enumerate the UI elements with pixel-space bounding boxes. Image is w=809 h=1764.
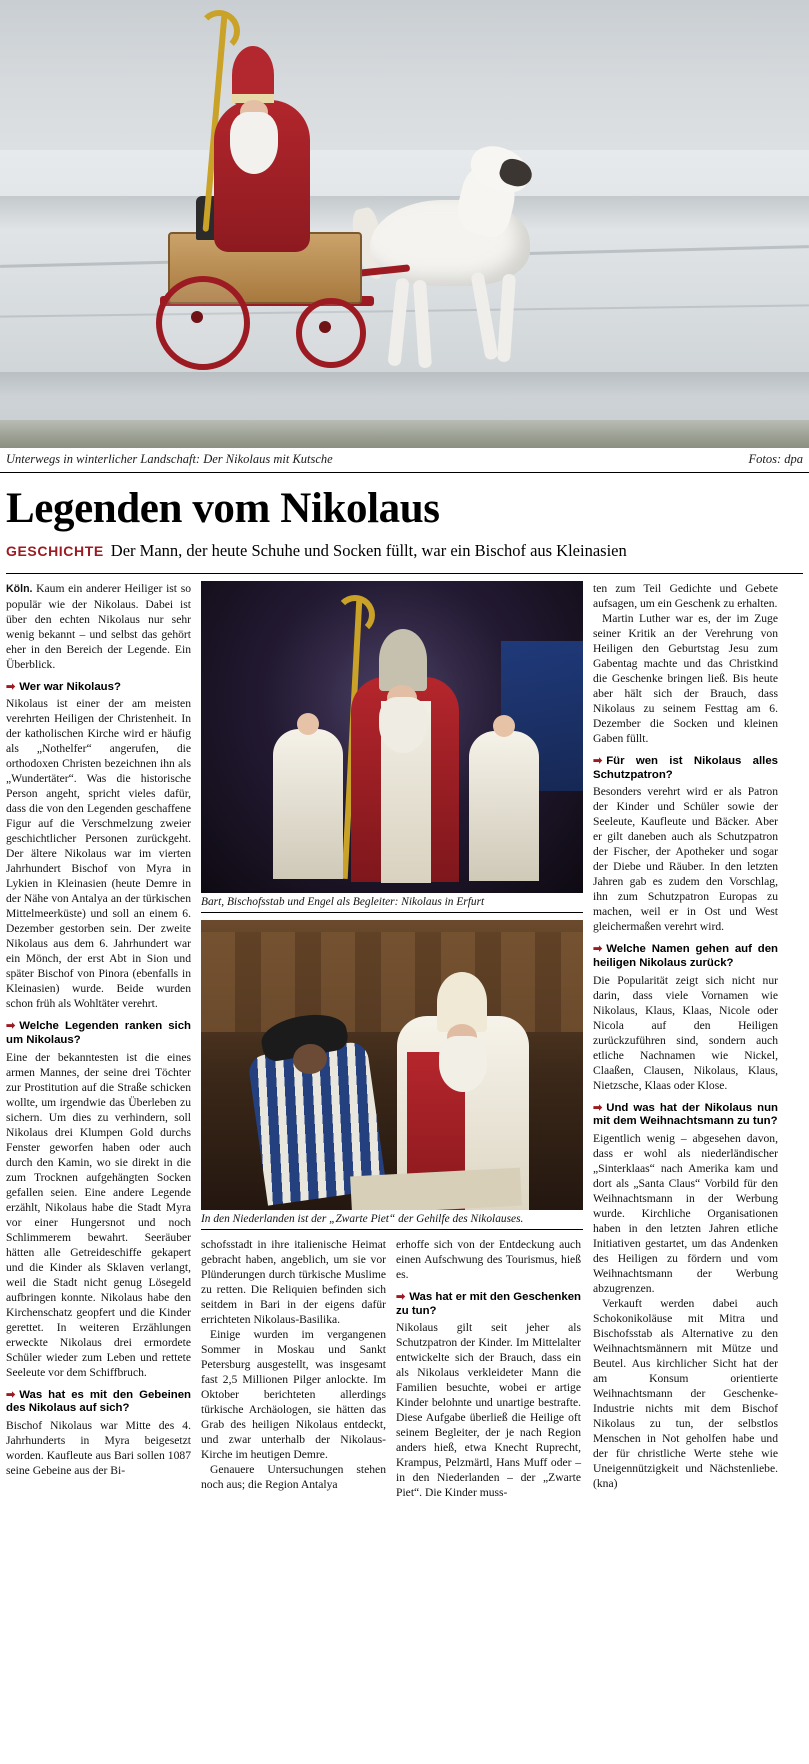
angel-head <box>493 715 515 737</box>
subhead-text: Was hat es mit den Gebeinen des Nikolaus auf sich? <box>6 1388 191 1415</box>
subheadline-text: Der Mann, der heute Schuhe und Socken füllt, war ein Bischof aus Kleinasien <box>110 540 627 560</box>
article-paragraph: Bischof Nikolaus war Mitte des 4. Jahrhunderts in Myra beigesetzt worden. Kaufleute aus Bari sollen 1087 seine Gebeine aus der Bi- <box>6 1419 191 1478</box>
carriage-wheel-rear <box>156 276 250 370</box>
photo-nikolaus-erfurt <box>201 581 583 893</box>
bishop-mitre <box>437 972 487 1032</box>
article-body <box>0 574 809 1500</box>
article-paragraph: ten zum Teil Gedichte und Gebete aufsagen, um ein Geschenk zu erhalten. <box>593 581 778 610</box>
hero-photo-credit: Fotos: dpa <box>748 452 803 466</box>
crozier-icon <box>198 10 240 52</box>
article-lead <box>6 581 191 672</box>
dateline: Köln. <box>6 582 33 595</box>
subhead-geschenke <box>396 1291 581 1318</box>
article-paragraph: Eine der bekanntesten ist die eines armen Mannes, der seine drei Töchter zur Prostitution auf die Straße schicken wollte, um irgendwie das Überleben zu sichern. Um dies zu verhindern, soll Nikolaus drei Klumpen Gold durchs Fenster geworfen haben oder auch durch den Kamin, wo sie direkt in die zum Trocknen aufgehängten Socken gefallen seien. Eine andere Legende erzählt, Nikolaus habe die Stadt Myra vor einer Hungersnot und noch Schlimmerem bewahrt. Seeräuber hätten alle Getreideschiffe gekapert und die Kinder als Sklaven verlangt, weil die Stadt nicht genug Lösegeld aufbringen konnte. Nikolaus habe den Kirchenschatz geopfert und die Kinder gerettet. In weiteren Erzählungen erweckte Nikolaus drei ermordete Schüler wieder zum Leben und rettete Seeleute vor dem Schiffbruch. <box>6 1050 191 1379</box>
article-paragraph: Die Popularität zeigt sich nicht nur darin, dass viele Vornamen wie Nikolaus, Klaus, Klaas, Nicole oder Nicola auf den Heiligen zurückzuführen sind, sondern auch etliche Nachnamen wie Nickel, Claaßen, Clausen, Nikolaus, Klaus, Nietzsche, Klaas oder Klose. <box>593 973 778 1092</box>
article-column-2 <box>201 1237 386 1500</box>
photo-wall-relief <box>201 932 583 1032</box>
arrow-icon: ➡ <box>6 1388 16 1401</box>
photo-ridge-lower <box>0 372 809 398</box>
wheel-hub <box>191 311 203 323</box>
arrow-icon: ➡ <box>6 1020 16 1033</box>
arrow-icon: ➡ <box>6 680 16 693</box>
article-column-4 <box>593 581 778 1491</box>
subhead-namen <box>593 943 778 970</box>
angel-figure <box>273 729 343 879</box>
article-column-1 <box>6 581 191 1478</box>
angel-figure <box>469 731 539 881</box>
center-text-columns <box>201 1237 583 1500</box>
section-kicker: GESCHICHTE <box>6 542 104 559</box>
bishop-mitre <box>379 629 427 691</box>
subhead-schutzpatron <box>593 755 778 782</box>
hero-photo-nikolaus-kutsche <box>0 0 809 448</box>
nikolaus-beard <box>230 112 278 174</box>
arrow-icon: ➡ <box>396 1290 406 1303</box>
page-title: Legenden vom Nikolaus <box>6 485 440 532</box>
hero-caption-bar <box>0 448 809 473</box>
subheadline <box>0 531 809 569</box>
subhead-wer-war-nikolaus <box>6 681 191 695</box>
subhead-gebeine <box>6 1389 191 1416</box>
article-paragraph: schofsstadt in ihre italienische Heimat gebracht haben, angeblich, um sie vor Plünderungen durch türkische Muslime zu retten. Die Reliquien befinden sich seitdem in Bari in der eigens dafür errichteten Nikolaus-Basilika. <box>201 1237 386 1326</box>
article-paragraph: Nikolaus ist einer der am meisten verehrten Heiligen der Christenheit. In der katholischen Kirche wird er häufig als „Nothelfer“ angerufen, die orthodoxen Christen bezeichnen ihn als „Wundertäter“. Was die historische Person angeht, spricht vieles dafür, dass die von den Legenden geschaffene Figur auf die Verschmelzung zweier geschichtlicher Personen zurückgeht. Der ältere Nikolaus war im vierten Jahrhundert Bischof von Myra in Lykien in Kleinasien (heute Demre in der Nähe von Antalya an der türkischen Mittelmeerküste) und soll an einem 6. Dezember gestorben sein. Der zweite Nikolaus aus dem 6. Jahrhundert war ein Mönch, der erst Abt in Sion und später Bischof von Pinora (ebenfalls in Kleinasien) wurde. Beide wurden schon früh als Wohltäter verehrt. <box>6 697 191 1011</box>
article-paragraph: Genauere Untersuchungen stehen noch aus; die Region Antalya <box>201 1462 386 1491</box>
bishop-beard <box>439 1036 487 1092</box>
article-paragraph: Eigentlich wenig – abgesehen davon, dass er wohl als niederländischer „Sinterklaas“ nach Amerika kam und dort als „Santa Claus“ Vorbild für den Weihnachtsmann in der Werbung wurde. Kirchliche Organisationen haben in den letzten Jahren etliche Initiativen gestartet, um das Andenken des Heiligen zu fördern und vom Weihnachtsmann der Werbung abzugrenzen. <box>593 1131 778 1295</box>
subhead-text: Welche Legenden ranken sich um Nikolaus? <box>6 1020 191 1046</box>
article-paragraph: erhoffe sich von der Entdeckung auch einen Aufschwung des Tourismus, hieß es. <box>396 1237 581 1281</box>
lead-text: Kaum ein anderer Heiliger ist so populär wie der Nikolaus. Dabei ist über den echten Nikolaus nur sehr wenig bekannt – und selbst das gehört eher in den Bereich der Legende. Ein Überblick. <box>6 581 191 671</box>
subhead-text: Welche Namen gehen auf den heiligen Nikolaus zurück? <box>593 943 778 969</box>
photo-caption-zwarte-piet: In den Niederlanden ist der „Zwarte Piet“ der Gehilfe des Nikolauses. <box>201 1210 583 1230</box>
subhead-text: Was hat er mit den Geschenken zu tun? <box>396 1290 581 1317</box>
photo-foreground-grass <box>0 420 809 448</box>
article-paragraph: Nikolaus gilt seit jeher als Schutzpatron der Kinder. Im Mittelalter entwickelte sich der Brauch, dass ein als Nikolaus verkleideter Mann die Familien besuchte, wobei er artige Kinder belohnte und unartige bestrafte. Diese Aufgabe überließ die Heilige oft seinem Begleiter, der je nach Region anders hieß, etwa Knecht Ruprecht, Krampus, Pelzmärtl, Hans Muff oder – in den Niederlanden – der „Zwarte Piet“. Die Kinder muss- <box>396 1321 581 1500</box>
photo-caption-erfurt: Bart, Bischofsstab und Engel als Begleiter: Nikolaus in Erfurt <box>201 893 583 913</box>
carriage-wheel-front <box>296 298 366 368</box>
wheel-hub <box>319 321 331 333</box>
article-center-block <box>201 581 583 1500</box>
article-paragraph: Besonders verehrt wird er als Patron der Kinder und Schüler sowie der Seeleute, Kaufleute und Bäcker. Aber er gilt daneben auch als Schutzpatron der Fischer, der Apotheker und sogar der Diebe und Räuber. In den letzten Jahren gab es zudem den Vorschlag, ihn zum Schutzpatron Europas zu machen, weil er in Ost und West gleichermaßen verehrt wird. <box>593 785 778 934</box>
subhead-text: Und was hat der Nikolaus nun mit dem Weihnachtsmann zu tun? <box>593 1101 778 1128</box>
arrow-icon: ➡ <box>593 754 603 767</box>
subhead-text: Für wen ist Nikolaus alles Schutzpatron? <box>593 754 778 781</box>
photo-zwarte-piet <box>201 920 583 1210</box>
article-paragraph: Verkauft werden dabei auch Schokonikoläuse mit Mitra und Bischofsstab als Alternative zu den Weihnachtsmännern mit Mütze und Beutel. Aus kirchlicher Sicht hat der am Konsum orientierte Weihnachtsmann der Geschenke-Industrie nichts mit dem Bischof Nikolaus zu tun, der selbstlos Menschen in Not geholfen habe und der für christliche Werte stehe wie Uneigennützigkeit und Nächstenliebe. (kna) <box>593 1296 778 1490</box>
subhead-welche-legenden <box>6 1020 191 1047</box>
hero-caption-text: Unterwegs in winterlicher Landschaft: Der Nikolaus mit Kutsche <box>6 452 333 466</box>
subhead-weihnachtsmann <box>593 1102 778 1129</box>
bishop-beard <box>379 697 427 753</box>
article-paragraph: Martin Luther war es, der im Zuge seiner Kritik an der Verehrung von Heiligen den Geburtstag Jesu zum Gabentag machte und das Christkind die Geschenke bringen ließ. Bis heute aber hält sich der Brauch, dass Nikolaus zu seinem Festtag am 6. Dezember die Socken und kleinen Gaben füllt. <box>593 611 778 745</box>
subhead-text: Wer war Nikolaus? <box>19 680 121 693</box>
arrow-icon: ➡ <box>593 1101 603 1114</box>
angel-head <box>297 713 319 735</box>
article-paragraph: Einige wurden im vergangenen Sommer in Moskau und Sankt Petersburg ausgestellt, was insgesamt fast 2,5 Millionen Pilger anlockte. Im Oktober berichteten allerdings türkische Archäologen, sie hätten das Grab des heiligen Nikolaus entdeckt, und zwar unterhalb der Nikolaus-Kirche im heutigen Demre. <box>201 1327 386 1461</box>
article-column-3 <box>396 1237 581 1500</box>
crozier-icon <box>335 595 375 635</box>
arrow-icon: ➡ <box>593 943 603 956</box>
